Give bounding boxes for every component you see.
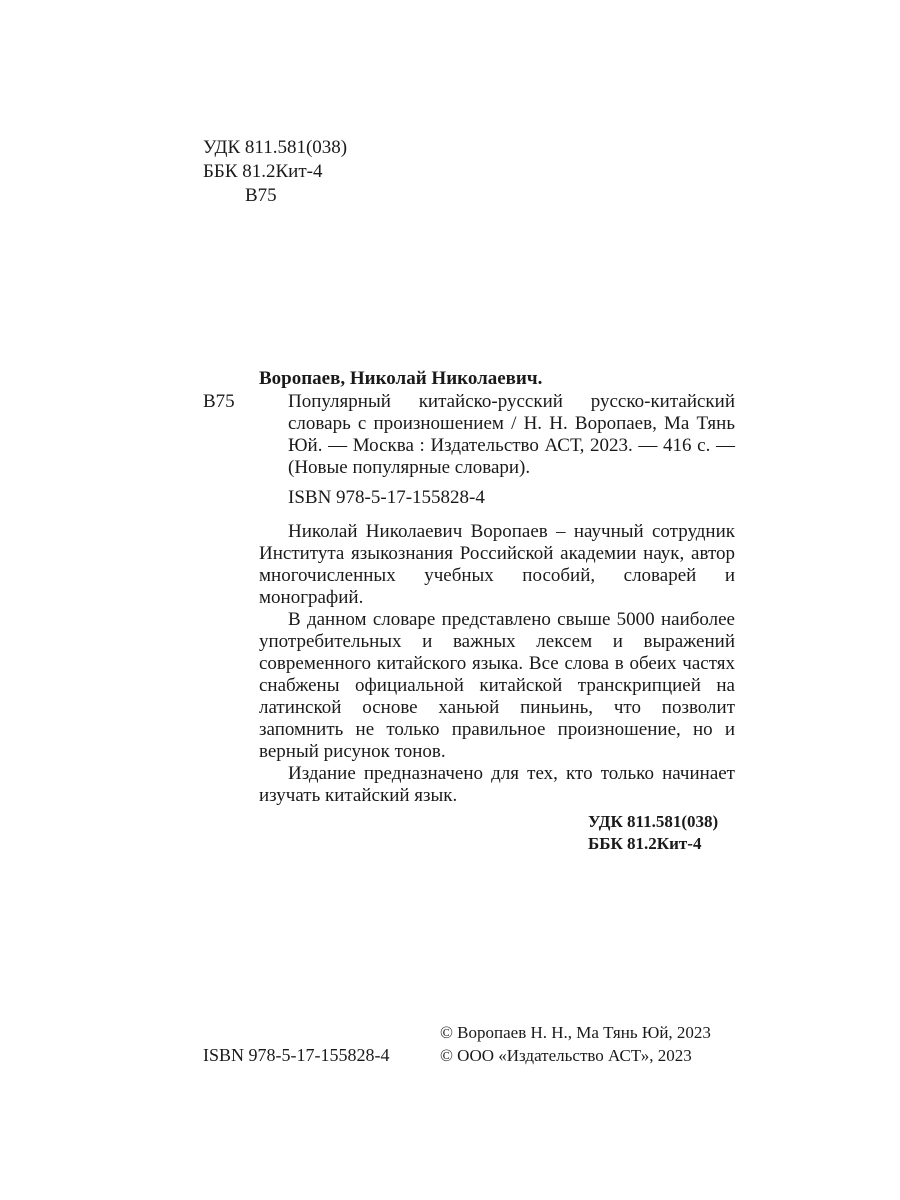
annotation-paragraph: В данном словаре представлено свыше 5000 наиболее употребительных и важных лексем и выражений современного китайского языка. Все слова в обеих частях снабжены официальной китайской транскрипцией на латинской основе ханьюй пиньинь, что позволит запомнить не только правильное произношение, но и верный рисунок тонов. bbox=[259, 609, 735, 762]
catalog-card bbox=[203, 368, 735, 855]
bbk-code: ББК 81.2Кит-4 bbox=[203, 161, 323, 182]
card-bbk: ББК 81.2Кит-4 bbox=[588, 834, 702, 853]
card-isbn: ISBN 978-5-17-155828-4 bbox=[288, 487, 485, 508]
annotation bbox=[259, 521, 735, 807]
copyright-publisher: © ООО «Издательство АСТ», 2023 bbox=[440, 1046, 692, 1065]
classification-header bbox=[203, 136, 347, 208]
copyright-authors: © Воропаев Н. Н., Ма Тянь Юй, 2023 bbox=[440, 1023, 711, 1042]
card-udk: УДК 811.581(038) bbox=[588, 812, 719, 831]
udk-code: УДК 811.581(038) bbox=[203, 137, 348, 158]
copyright-block bbox=[440, 1021, 711, 1067]
bibliographic-description: Популярный китайско-русский русско-китайский словарь с произношением / Н. Н. Воропаев, Ма Тянь Юй. — Москва : Издательство АСТ, 2023. — 416 с. — (Новые популярные словари). bbox=[288, 391, 735, 478]
card-author-sign: В75 bbox=[203, 391, 235, 412]
author-heading: Воропаев, Николай Николаевич. bbox=[259, 368, 543, 389]
bibliographic-row bbox=[203, 391, 735, 479]
annotation-paragraph: Издание предназначено для тех, кто только начинает изучать китайский язык. bbox=[259, 763, 735, 806]
author-sign: В75 bbox=[245, 185, 277, 206]
annotation-paragraph: Николай Николаевич Воропаев – научный сотрудник Института языкознания Российской академии наук, автор многочисленных учебных пособий, словарей и монографий. bbox=[259, 521, 735, 608]
card-classification bbox=[203, 811, 735, 855]
footer-isbn: ISBN 978-5-17-155828-4 bbox=[203, 1045, 390, 1065]
